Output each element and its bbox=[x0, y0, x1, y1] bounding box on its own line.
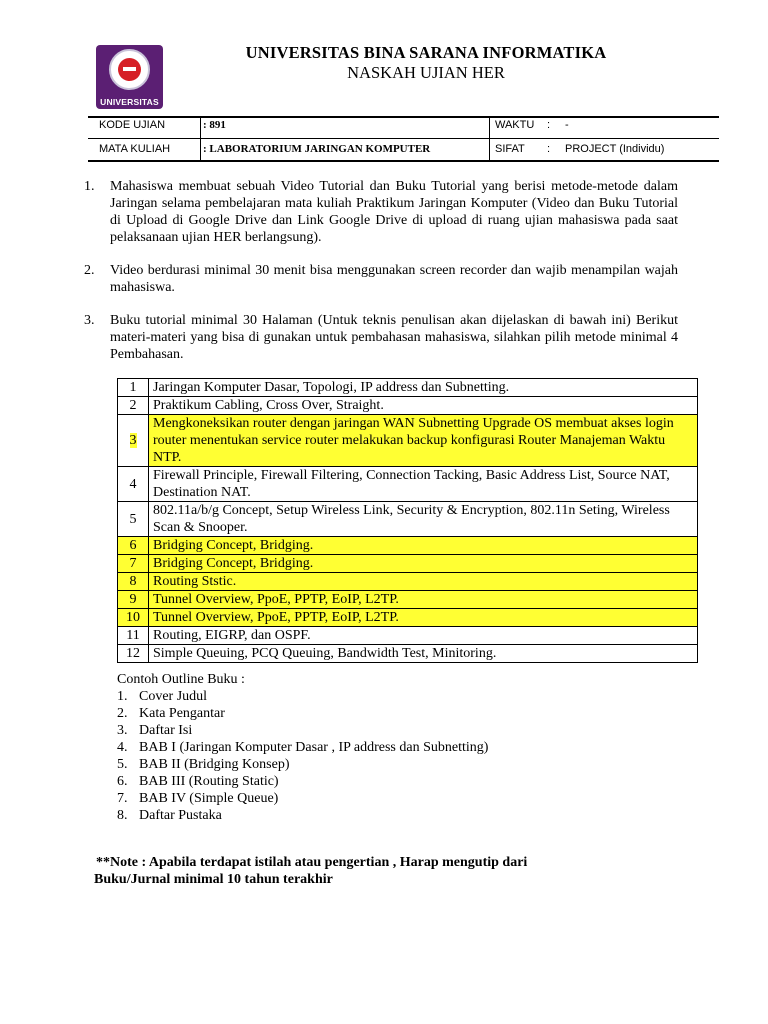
waktu-colon: : bbox=[547, 119, 551, 131]
sifat-colon: : bbox=[547, 143, 551, 155]
sifat-value: PROJECT (Individu) bbox=[565, 143, 665, 155]
document-title: NASKAH UJIAN HER bbox=[347, 63, 505, 82]
note-line-1: **Note : Apabila terdapat istilah atau pengertian , Harap mengutip dari bbox=[96, 855, 528, 870]
list-item bbox=[117, 739, 488, 756]
instruction-number: 1. bbox=[84, 179, 95, 194]
logo-emblem bbox=[109, 49, 150, 90]
note-line-2: Buku/Jurnal minimal 10 tahun terakhir bbox=[94, 872, 333, 887]
topic-text: Routing Ststic. bbox=[149, 573, 698, 591]
topic-text: Simple Queuing, PCQ Queuing, Bandwidth Test, Minitoring. bbox=[149, 645, 698, 663]
list-item bbox=[117, 722, 488, 739]
topic-number: 2 bbox=[118, 397, 149, 415]
outline-text: BAB IV (Simple Queue) bbox=[139, 791, 279, 806]
table-row bbox=[118, 627, 698, 645]
topic-number: 4 bbox=[118, 467, 149, 502]
outline-number: 4. bbox=[117, 740, 128, 755]
topic-text: Jaringan Komputer Dasar, Topologi, IP address dan Subnetting. bbox=[149, 379, 698, 397]
table-row bbox=[118, 537, 698, 555]
topic-number: 11 bbox=[118, 627, 149, 645]
list-item bbox=[117, 705, 488, 722]
outline-text: Kata Pengantar bbox=[139, 706, 225, 721]
topic-text: Firewall Principle, Firewall Filtering, Connection Tacking, Basic Address List, Source NAT, Destination NAT. bbox=[149, 467, 698, 502]
outline-heading: Contoh Outline Buku : bbox=[117, 672, 245, 687]
header-row-mk bbox=[88, 140, 719, 162]
sifat-label: SIFAT bbox=[495, 143, 525, 155]
outline-number: 8. bbox=[117, 808, 128, 823]
topic-number: 12 bbox=[118, 645, 149, 663]
topic-number: 7 bbox=[118, 555, 149, 573]
list-item bbox=[117, 773, 488, 790]
topic-number: 6 bbox=[118, 537, 149, 555]
outline-text: BAB II (Bridging Konsep) bbox=[139, 757, 290, 772]
outline-number: 6. bbox=[117, 774, 128, 789]
list-item bbox=[117, 756, 488, 773]
university-name: UNIVERSITAS BINA SARANA INFORMATIKA bbox=[245, 43, 607, 62]
instruction-2 bbox=[84, 262, 678, 296]
header-row-kode bbox=[88, 116, 719, 138]
topic-number: 8 bbox=[118, 573, 149, 591]
topic-number bbox=[118, 415, 149, 467]
table-row bbox=[118, 397, 698, 415]
table-row bbox=[118, 502, 698, 537]
table-row bbox=[118, 591, 698, 609]
topic-text: 802.11a/b/g Concept, Setup Wireless Link, Security & Encryption, 802.11n Seting, Wireless Scan & Snooper. bbox=[149, 502, 698, 537]
logo-text: UNIVERSITAS bbox=[100, 97, 159, 107]
topic-text: Bridging Concept, Bridging. bbox=[149, 537, 698, 555]
table-row bbox=[118, 555, 698, 573]
topic-text: Tunnel Overview, PpoE, PPTP, EoIP, L2TP. bbox=[149, 591, 698, 609]
waktu-value: - bbox=[565, 119, 569, 131]
mata-kuliah-label: MATA KULIAH bbox=[99, 143, 171, 155]
topics-table bbox=[117, 378, 698, 663]
header-mid-rule bbox=[88, 138, 719, 139]
outline-text: BAB I (Jaringan Komputer Dasar , IP address dan Subnetting) bbox=[139, 740, 489, 755]
outline-number: 2. bbox=[117, 706, 128, 721]
instruction-3 bbox=[84, 312, 678, 363]
waktu-label: WAKTU bbox=[495, 119, 535, 131]
kode-ujian-value: : 891 bbox=[203, 119, 226, 131]
instruction-text: Video berdurasi minimal 30 menit bisa menggunakan screen recorder dan wajib menampilan wajah mahasiswa. bbox=[110, 263, 678, 295]
list-item bbox=[117, 807, 488, 824]
instruction-1 bbox=[84, 178, 678, 246]
instruction-number: 2. bbox=[84, 263, 95, 278]
kode-ujian-label: KODE UJIAN bbox=[99, 119, 166, 131]
outline-text: BAB III (Routing Static) bbox=[139, 774, 279, 789]
topic-number: 10 bbox=[118, 609, 149, 627]
outline-text: Cover Judul bbox=[139, 689, 208, 704]
topic-text: Routing, EIGRP, dan OSPF. bbox=[149, 627, 698, 645]
instruction-number: 3. bbox=[84, 313, 95, 328]
list-item bbox=[117, 790, 488, 807]
topic-text: Bridging Concept, Bridging. bbox=[149, 555, 698, 573]
outline-text: Daftar Pustaka bbox=[139, 808, 222, 823]
mata-kuliah-value: : LABORATORIUM JARINGAN KOMPUTER bbox=[203, 143, 431, 155]
topic-text: Tunnel Overview, PpoE, PPTP, EoIP, L2TP. bbox=[149, 609, 698, 627]
outline-number: 7. bbox=[117, 791, 128, 806]
topic-number-highlight: 3 bbox=[129, 433, 137, 448]
table-row bbox=[118, 609, 698, 627]
topic-number: 9 bbox=[118, 591, 149, 609]
outline-number: 1. bbox=[117, 689, 128, 704]
list-item bbox=[117, 688, 488, 705]
table-row bbox=[118, 379, 698, 397]
document-title-block bbox=[228, 43, 624, 83]
outline-text: Daftar Isi bbox=[139, 723, 193, 738]
table-row bbox=[118, 467, 698, 502]
university-logo bbox=[96, 45, 163, 109]
note-block bbox=[94, 854, 527, 888]
topic-number: 5 bbox=[118, 502, 149, 537]
topic-text: Mengkoneksikan router dengan jaringan WAN Subnetting Upgrade OS membuat akses login router menentukan service router melakukan backup konfigurasi Router Manajeman Waktu NTP. bbox=[149, 415, 698, 467]
topic-number: 1 bbox=[118, 379, 149, 397]
outline-number: 3. bbox=[117, 723, 128, 738]
topic-text: Praktikum Cabling, Cross Over, Straight. bbox=[149, 397, 698, 415]
table-row bbox=[118, 645, 698, 663]
instruction-text: Mahasiswa membuat sebuah Video Tutorial dan Buku Tutorial yang berisi metode-metode dalam Jaringan selama pembelajaran mata kuliah Praktikum Jaringan Komputer (Video dan Buku Tutorial di Upload di Google Drive dan Link Google Drive di upload di ruang ujian mahasiswa pada saat pelaksanaan ujian HER berlangsung). bbox=[110, 179, 678, 245]
book-outline bbox=[117, 671, 488, 824]
table-row bbox=[118, 573, 698, 591]
instruction-text: Buku tutorial minimal 30 Halaman (Untuk teknis penulisan akan dijelaskan di bawah ini) Berikut materi-materi yang bisa di gunakan untuk pembahasan mahasiswa, silahkan pilih metode minimal 4 Pembahasan. bbox=[110, 313, 678, 362]
table-row bbox=[118, 415, 698, 467]
outline-number: 5. bbox=[117, 757, 128, 772]
